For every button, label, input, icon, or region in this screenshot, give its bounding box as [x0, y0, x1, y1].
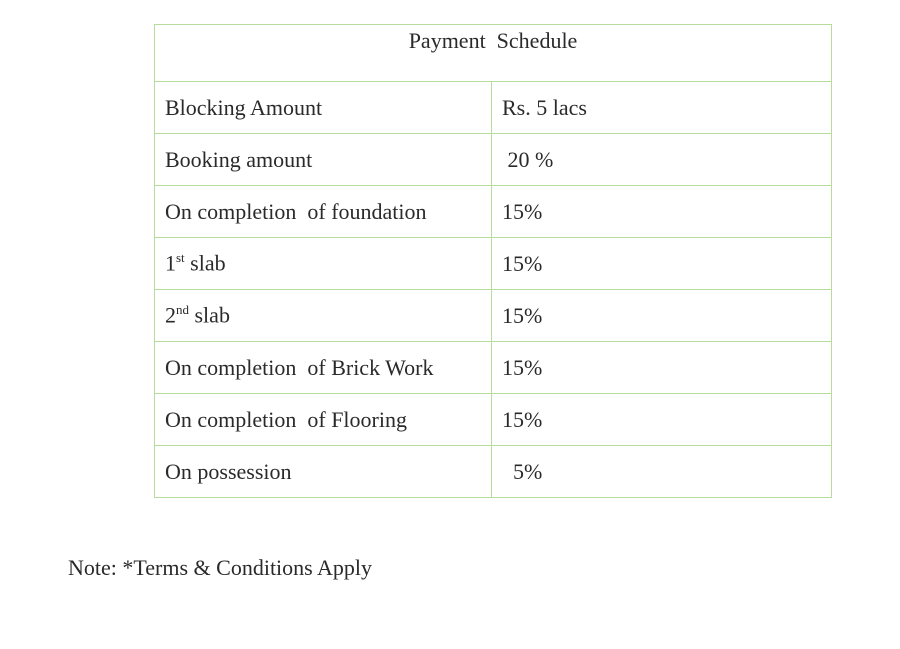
table-row: [155, 394, 832, 446]
row-value: 15%: [492, 238, 832, 290]
table-row: [155, 186, 832, 238]
row-label: Blocking Amount: [155, 82, 492, 134]
row-value: 15%: [492, 290, 832, 342]
ordinal-suffix: nd: [176, 302, 189, 318]
table-row: [155, 446, 832, 498]
row-label: On completion of Flooring: [155, 394, 492, 446]
row-label: On completion of Brick Work: [155, 342, 492, 394]
ordinal-number: 2: [165, 302, 176, 328]
row-value: 5%: [492, 446, 832, 498]
table-row: [155, 290, 832, 342]
row-label: On completion of foundation: [155, 186, 492, 238]
table-title: Payment Schedule: [155, 25, 832, 82]
row-value: Rs. 5 lacs: [492, 82, 832, 134]
row-label: [155, 238, 492, 290]
payment-schedule-table: [154, 24, 832, 498]
ordinal-number: 1: [165, 250, 176, 276]
row-label-text: slab: [189, 302, 230, 328]
terms-note: Note: *Terms & Conditions Apply: [68, 555, 373, 580]
ordinal-suffix: st: [176, 250, 185, 266]
table-row: [155, 238, 832, 290]
table-header-row: [155, 25, 832, 82]
row-label-text: slab: [184, 250, 226, 276]
row-value: 15%: [492, 394, 832, 446]
row-label: On possession: [155, 446, 492, 498]
row-value: 20 %: [492, 134, 832, 186]
row-label: [155, 290, 492, 342]
row-label: Booking amount: [155, 134, 492, 186]
row-value: 15%: [492, 186, 832, 238]
table-row: [155, 134, 832, 186]
table-row: [155, 82, 832, 134]
table-row: [155, 342, 832, 394]
row-value: 15%: [492, 342, 832, 394]
